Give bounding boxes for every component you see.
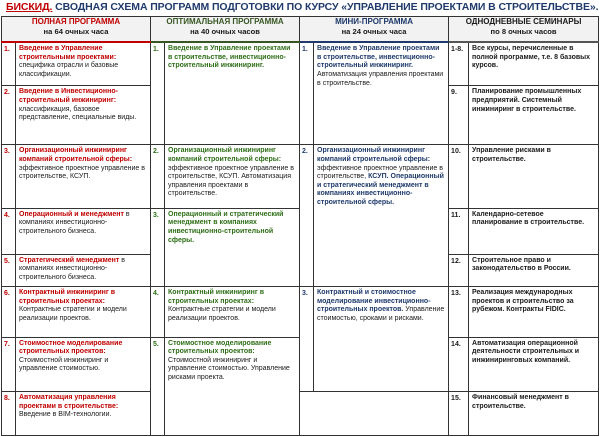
column-title: МИНИ-ПРОГРАММА [335,17,413,26]
seminar-item-15: Финансовый менеджмент в строительстве. [469,392,599,436]
item-number: 7. [2,337,16,392]
item-number: 1. [151,42,165,145]
item-number: 15. [449,392,469,436]
item-number: 2. [300,145,314,287]
item-number: 2. [2,86,16,145]
item-number: 3. [2,145,16,208]
column-header-optimal [151,17,300,43]
column-header-mini [300,17,449,43]
full-item-1: Введение в Управление строительными проектами: специфика отрасли и базовые классификации. [16,42,151,86]
empty-cell [300,392,449,436]
column-hours: по 8 очных часов [490,26,557,36]
column-title: ОДНОДНЕВНЫЕ СЕМИНАРЫ [465,17,582,26]
item-number: 4. [151,287,165,337]
item-number: 6. [2,287,16,337]
optimal-item-3: Операционный и стратегический менеджмент в компаниях инвестиционно-строительной сферы. [165,208,300,286]
title-text: СВОДНАЯ СХЕМА ПРОГРАММ ПОДГОТОВКИ ПО КУРСУ «УПРАВЛЕНИЕ ПРОЕКТАМИ В СТРОИТЕЛЬСТВЕ». [52,1,599,13]
item-number: 1-8. [449,42,469,86]
seminar-item-10: Управление рисками в строительстве. [469,145,599,208]
column-title: ОПТИМАЛЬНАЯ ПРОГРАММА [166,17,284,26]
seminar-item-11: Календарно-сетевое планирование в строительстве. [469,208,599,254]
seminar-item-9: Планирование промышленных предприятий. Системный инжиниринг в строительстве. [469,86,599,145]
full-item-7: Стоимостное моделирование строительных проектов: Стоимостной инжиниринг и управление стоимостью. [16,337,151,392]
full-item-6: Контрактный инжиниринг в строительных проектах: Контрактные стратегии и модели реализации проектов. [16,287,151,337]
item-number: 14. [449,337,469,392]
item-number: 3. [300,287,314,392]
item-number: 1. [300,42,314,145]
optimal-item-4: Контрактный инжиниринг в строительных проектах: Контрактные стратегии и модели реализации проектов. [165,287,300,337]
optimal-item-2: Организационный инжиниринг компаний строительной сферы: эффективное проектное управление в строительстве, КСУП. Автоматизация управления проектами в строительстве. [165,145,300,208]
item-number: 8. [2,392,16,436]
brand-name: БИСКИД. [6,1,53,13]
item-number: 5. [2,254,16,287]
full-item-8: Автоматизация управления проектами в строительстве: Введение в BIM-технологии. [16,392,151,436]
column-header-seminars [449,17,599,43]
column-hours: на 64 очных часа [43,26,109,36]
seminar-item-1-8: Все курсы, перечисленные в полной программе, т.е. 8 базовых курсов. [469,42,599,86]
optimal-item-1: Введение в Управление проектами в строительстве, инвестиционно-строительный инжиниринг. [165,42,300,145]
header-row [2,17,599,43]
seminar-item-13: Реализация международных проектов и строительство за рубежом. Контракты FIDIC. [469,287,599,337]
table-row [2,392,599,436]
column-title: ПОЛНАЯ ПРОГРАММА [31,17,121,26]
item-number: 12. [449,254,469,287]
item-number: 2. [151,145,165,208]
full-item-5: Стратегический менеджмент в компаниях инвестиционно-строительного бизнеса. [16,254,151,287]
item-number: 3. [151,208,165,286]
mini-item-1: Введение в Управление проектами в строительстве, инвестиционно-строительный инжиниринг. Автоматизация управления проектами в строительстве. [314,42,449,145]
page-title [0,0,600,15]
seminar-item-12: Строительное право и законодательство в России. [469,254,599,287]
item-number: 13. [449,287,469,337]
full-item-3: Организационный инжиниринг компаний строительной сферы: эффективное проектное управление в строительстве, КСУП. [16,145,151,208]
optimal-item-5: Стоимостное моделирование строительных проектов: Стоимостной инжиниринг и управление стоимостью. Управление рисками проекта. [165,337,300,435]
item-number: 1. [2,42,16,86]
full-item-2: Введение в Инвестиционно-строительный инжиниринг: классификация, базовое представление, специальные виды. [16,86,151,145]
table-row [2,287,599,337]
table-row [2,145,599,208]
table-row [2,42,599,86]
item-number: 5. [151,337,165,435]
column-hours: на 40 очных часов [190,26,260,36]
program-table [1,16,599,436]
seminar-item-14: Автоматизация операционной деятельности строительных и инжиниринговых компаний. [469,337,599,392]
mini-item-3: Контрактный и стоимостное моделирование инвестиционно-строительных проектов. Управление стоимостью, сроками и рисками. [314,287,449,392]
item-number: 4. [2,208,16,254]
column-hours: на 24 очных часа [341,26,407,36]
item-number: 10. [449,145,469,208]
full-item-4: Операционный и менеджмент в компаниях инвестиционно-строительного бизнеса. [16,208,151,254]
column-header-full [2,17,151,43]
mini-item-2: Организационный инжиниринг компаний строительной сферы: эффективное проектное управление в строительстве, КСУП. Операционный и стратегический менеджмент в компаниях инвестиционно-строительной сферы. [314,145,449,287]
item-number: 9. [449,86,469,145]
item-number: 11. [449,208,469,254]
